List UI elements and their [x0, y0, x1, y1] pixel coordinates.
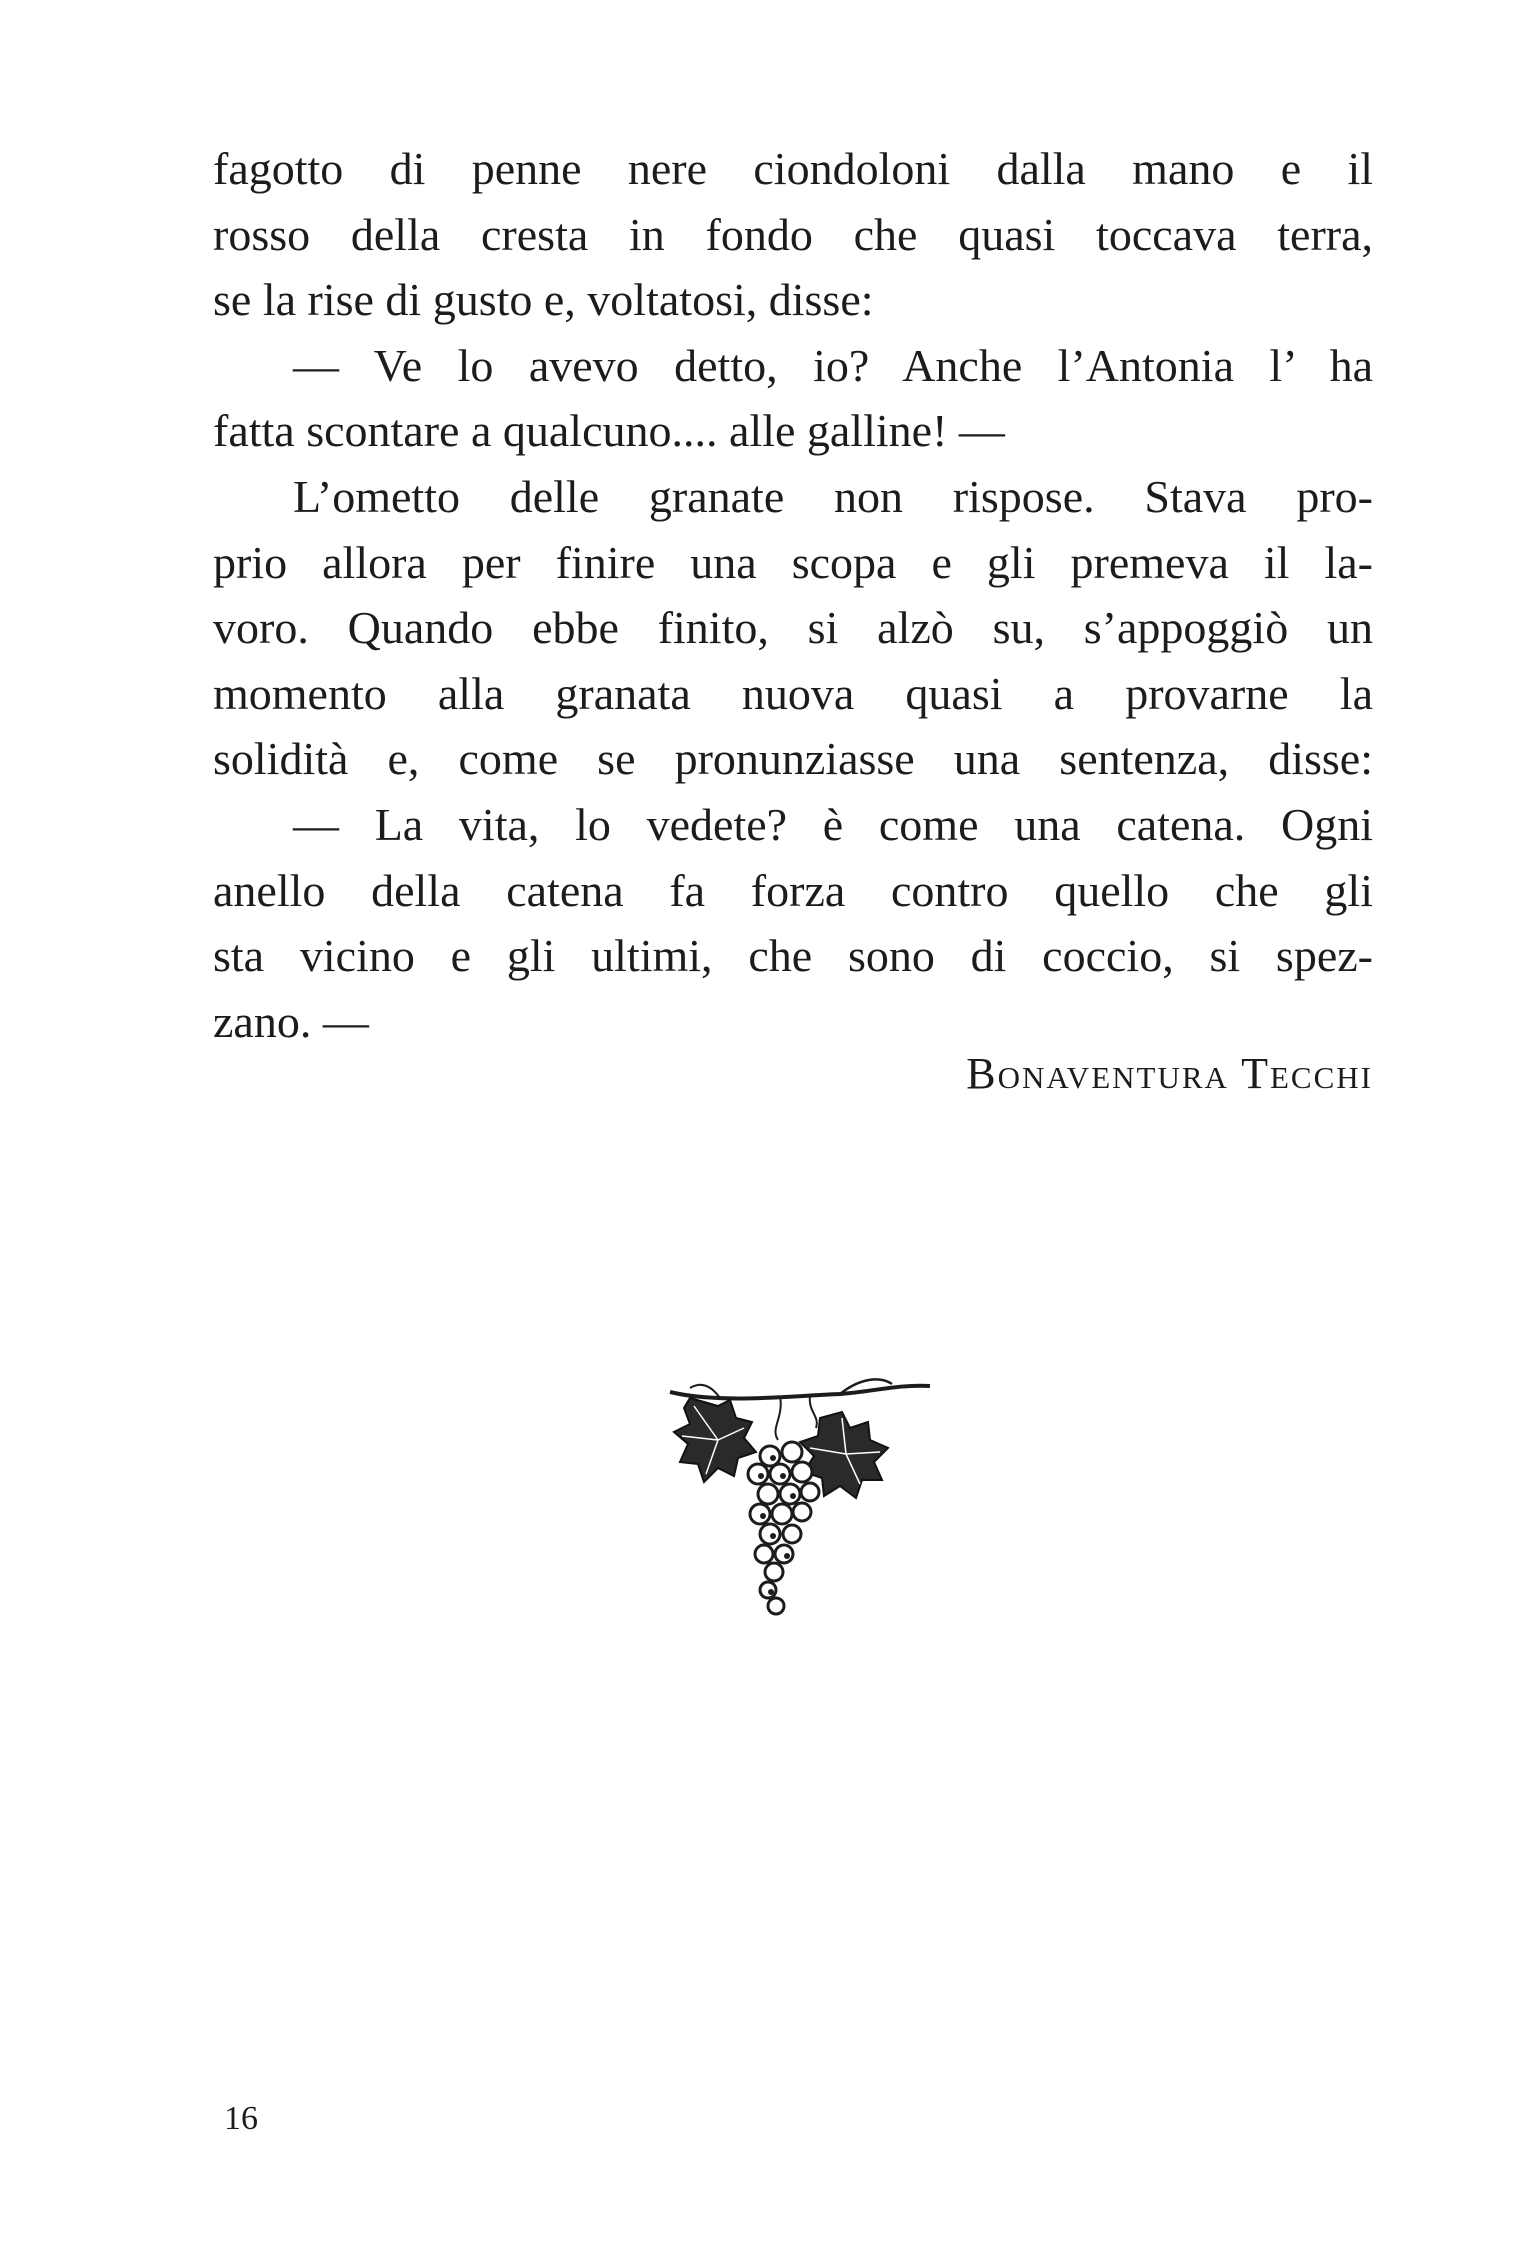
text-line-1: fagotto di penne nere ciondoloni dalla mano e il [213, 143, 1373, 194]
text-line-5: fatta scontare a qualcuno.... alle galline! — [213, 405, 1005, 457]
text-line-13: sta vicino e gli ultimi, che sono di coccio, si spez- [213, 930, 1373, 982]
text-line-3: se la rise di gusto e, voltatosi, disse: [213, 274, 874, 326]
page-number: 16 [224, 2100, 258, 2137]
text-line-12: anello della catena fa forza contro quello che gli [213, 864, 1373, 916]
text-line-14: zano. — [213, 995, 369, 1047]
author-signature: Bonaventura Tecchi [966, 1049, 1373, 1098]
text-line-6: L’ometto delle granate non rispose. Stava pro- [293, 470, 1373, 522]
text-line-11: — La vita, lo vedete? è come una catena. Ogni [293, 798, 1373, 850]
text-line-9: momento alla granata nuova quasi a provarne la [213, 667, 1373, 719]
body-text [213, 136, 1373, 1054]
text-line-2: rosso della cresta in fondo che quasi toccava terra, [213, 208, 1373, 260]
grape-vine-ornament-icon [660, 1378, 940, 1658]
text-line-8: voro. Quando ebbe finito, si alzò su, s’appoggiò un [213, 602, 1373, 654]
text-line-4: — Ve lo avevo detto, io? Anche l’Antonia l’ ha [293, 339, 1373, 391]
text-line-7: prio allora per finire una scopa e gli premeva il la- [213, 536, 1373, 588]
text-line-10: solidità e, come se pronunziasse una sentenza, disse: [213, 733, 1373, 785]
